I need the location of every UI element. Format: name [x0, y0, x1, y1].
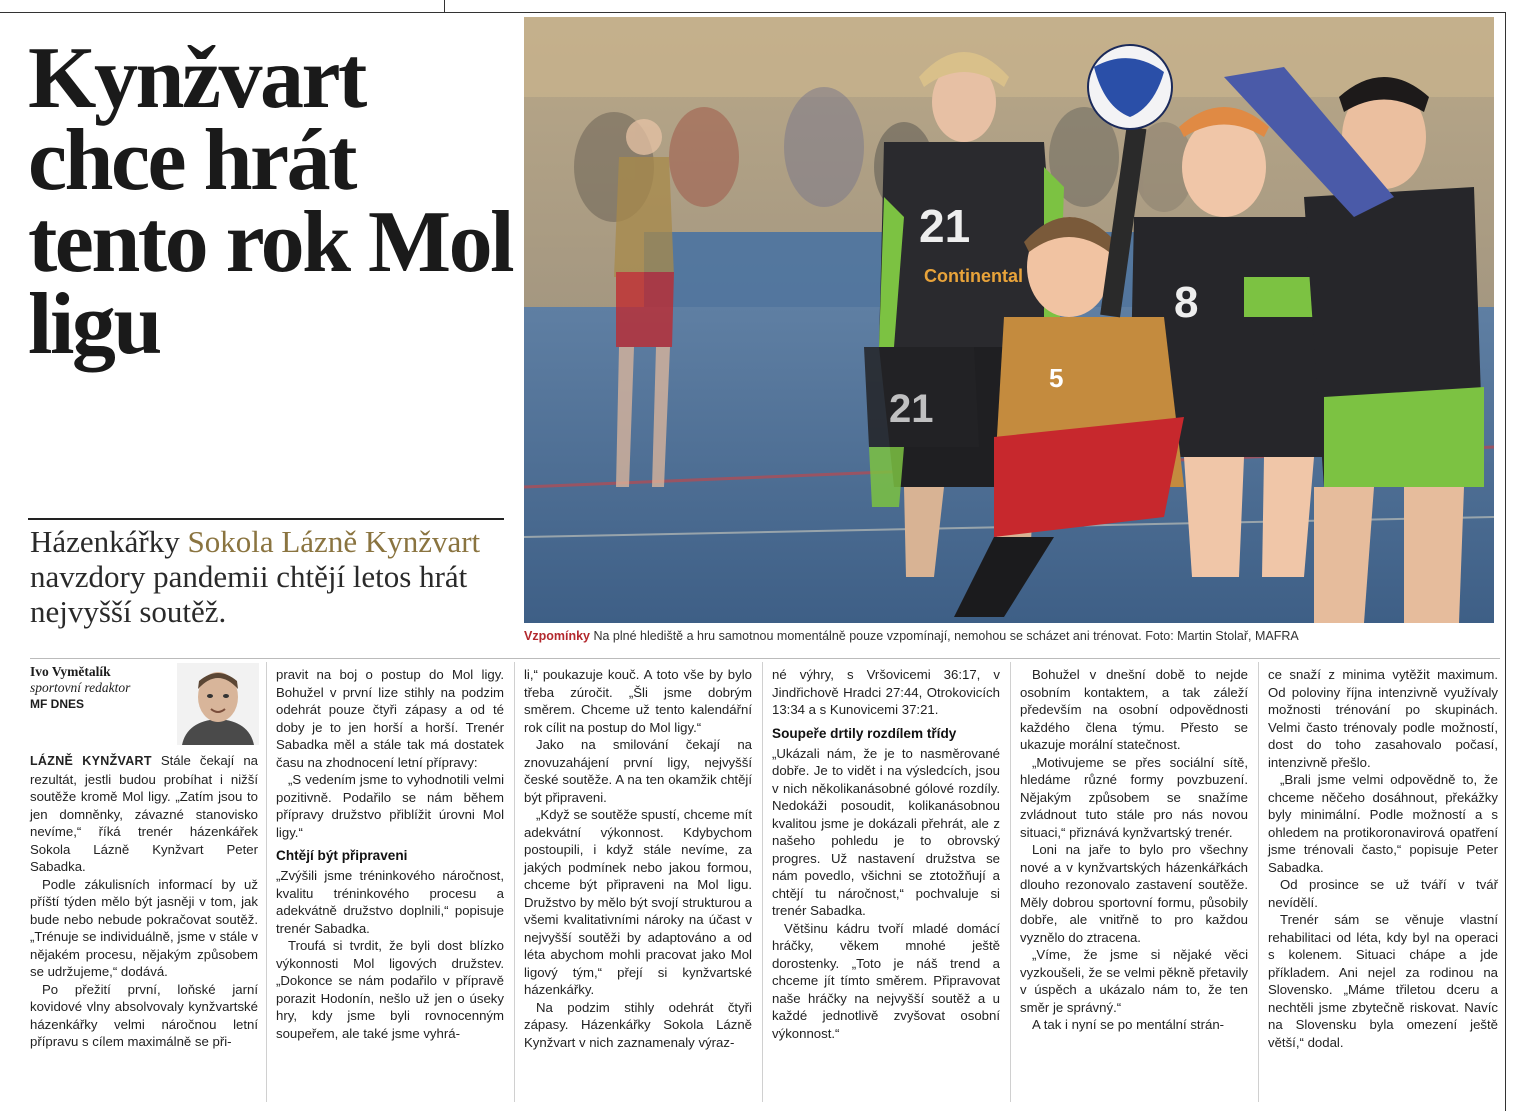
paragraph: Podle zákulisních informací by už příští týden mělo být jasněji v tom, jak bude nebo nebude pokračovat soutěž. „Trénuje se individuálně, jsme v stále v nějakém procesu, nějakým způsobem se udržujeme,“ dodává. [30, 876, 258, 979]
paragraph: né výhry, s Vršovicemi 36:17, v Jindřichově Hradci 27:44, Otrokovicích 13:34 a s Kunovicemi 37:21. [772, 667, 1000, 717]
paragraph-text: Stále čekají na rezultát, jestli budou probíhat i nižší soutěže kromě Mol ligy. „Zatím jsou to jen domněnky, závazné stanovisko nevíme,“ říká trenér házenkářek Sokola Lázně Kynžvart Peter Sabadka. [30, 753, 258, 874]
paragraph: Většinu kádru tvoří mladé domácí hráčky, věkem mnohé ještě dorostenky. „Toto je náš trend a chceme jít tímto směrem. Připravovat naše hráčky na nejvyšší soutěž a u každé jednotlivě zvyšovat osobní výkonnost.“ [772, 920, 1000, 1041]
top-rule [0, 12, 1505, 13]
right-margin-rule [1505, 12, 1506, 1111]
paragraph: Po přežití první, loňské jarní kovidové vlny absolvovaly kynžvartské házenkářky velmi náročnou letní přípravu s cílem maximálně se při- [30, 981, 258, 1049]
author-portrait [177, 663, 259, 745]
paragraph: „S vedením jsme to vyhodnotili velmi pozitivně. Podařilo se nám během přípravy družstvo přiblížit úrovni Mol ligy.“ [276, 772, 504, 840]
handball-scene [524, 17, 1494, 623]
photo-caption [524, 628, 1504, 644]
paragraph: Troufá si tvrdit, že byli dost blízko výkonnosti Mol ligových družstev. „Dokonce se nám podařilo v přípravě porazit Hodonín, nešlo už jen o úseky hry, kdy jsme byli rovnocenným soupeřem, ale také jsme vyhrá- [276, 938, 504, 1041]
paragraph: „Ukázali nám, že je to nasměrované dobře. Je to vidět i na výsledcích, jsou v nich několikanásobné gólové rozdíly. Nedokáži posoudit, kolikanásobnou kvalitou jsme je dokázali přehrát, ale z našeho pohledu je to obrovský progres. Už nastavení družstva se nám povedlo, všichni se ztotožňují a chtějí tu náročnost,“ pochvaluje si trenér Sabadka. [772, 745, 1000, 918]
article-column-4 [772, 666, 1000, 1042]
paragraph [30, 752, 258, 876]
paragraph: pravit na boj o postup do Mol ligy. Bohužel v první lize stihly na podzim odehrát pouze čtyři zápasy a od té doby je to jen horší a horší. Trenér Sabadka měl a stále tak má dostatek času na zhodnocení letní přípravy: [276, 667, 504, 770]
handball-ball [1088, 45, 1172, 129]
deck-part1: Házenkářky [30, 524, 188, 559]
subheading: Chtějí být připraveni [276, 848, 408, 863]
column-separator [762, 662, 763, 1102]
deck-club-name: Sokola Lázně Kynžvart [187, 524, 481, 559]
article-top-rule [30, 658, 1500, 659]
author-role: sportovní redaktor [30, 680, 131, 695]
column-separator [1010, 662, 1011, 1102]
jersey-number-8: 8 [1174, 278, 1199, 327]
column-separator [1258, 662, 1259, 1102]
photo-credit: Foto: Martin Stolař, MAFRA [1145, 629, 1299, 643]
deck-part2: navzdory pandemii chtějí letos hrát nejvyšší soutěž. [30, 559, 468, 629]
paragraph: „Brali jsme velmi odpovědně to, že chceme něčeho dosáhnout, překážky byly minimální. Podle možností a s ohledem na protikoronavirová opatření jsme trénovali často,“ popisuje Peter Sabadka. [1268, 772, 1498, 875]
subheading: Soupeře drtily rozdílem třídy [772, 725, 957, 741]
article-column-1 [30, 752, 258, 1051]
dateline: LÁZNĚ KYNŽVART [30, 754, 152, 768]
paragraph: „Když se soutěže spustí, chceme mít adekvátní výkonnost. Kdybychom postoupili, i když stále nevíme, za jakých podmínek nebo jakou formou, chceme být připraveni na Mol ligu. Družstvo by mělo být svojí strukturou a všemi kvalitativními nároky na účast v nejvyšší soutěži by adaptováno a od léta abychom mohli pracovat jako Mol ligový tým,“ přejí si kynžvartské házenkářky. [524, 807, 752, 997]
headline-rule [28, 518, 504, 520]
deck [30, 524, 518, 629]
column-separator [266, 662, 267, 1102]
paragraph: „Motivujeme se přes sociální sítě, hledáme různé formy povzbuzení. Nějakým způsobem se snažíme zvládnout tuto stále pro nás novou situaci,“ přiznává kynžvartský trenér. [1020, 754, 1248, 840]
caption-text: Na plné hlediště a hru samotnou momentálně pouze vzpomínají, nemohou se scházet ani trénovat. [593, 629, 1142, 643]
jersey-sponsor-logo: Continental [924, 266, 1023, 286]
headline: Kynžvart chce hrát tento rok Mol ligu [28, 30, 513, 373]
top-rule-tick [444, 0, 445, 12]
paragraph: Na podzim stihly odehrát čtyři zápasy. Házenkářky Sokola Lázně Kynžvart v nich zaznamenaly výraz- [524, 999, 752, 1050]
article-column-2 [276, 666, 504, 1042]
paragraph: Jako na smilování čekají na znovuzahájení první ligy, nejvyšší české soutěže. A na ten okamžik chtějí být připraveni. [524, 737, 752, 805]
column-separator [514, 662, 515, 1102]
jersey-number-5: 5 [1049, 363, 1064, 393]
article-column-6 [1268, 666, 1498, 1051]
paragraph: A tak i nyní se po mentální strán- [1032, 1017, 1225, 1032]
paragraph: „Zvýšili jsme tréninkového náročnost, kvalitu tréninkového procesu a adekvátně družstvo doplnili,“ popisuje trenér Sabadka. [276, 868, 504, 936]
caption-lead: Vzpomínky [524, 629, 590, 643]
match-photo [524, 17, 1494, 623]
author-name: Ivo Vymětalík [30, 664, 111, 679]
paragraph: ce snaží z minima vytěžit maximum. Od poloviny října intenzivně využívaly možnosti trénování po skupinách. Velmi často trénovaly podle možností, dost do toho zasahovalo počasí, intenzivně přešlo. [1268, 667, 1498, 770]
author-org: MF DNES [30, 697, 84, 711]
paragraph: Trenér sám se věnuje vlastní rehabilitaci od léta, kdy byl na operaci s kolenem. Situaci chápe a jde příkladem. Ani nejel za rodinou na Slovensko. „Máme třiletou dceru a nechtěli jsme zbytečně riskovat. Navíc na Slovensku byla omezení ještě větší,“ dodal. [1268, 912, 1498, 1050]
jersey-number-21-back: 21 [889, 387, 934, 431]
jersey-number-21-front: 21 [919, 200, 971, 252]
article-column-3 [524, 666, 752, 1051]
paragraph: Bohužel v dnešní době to nejde osobním kontaktem, a tak záleží především na osobní odpovědnosti každého člena týmu. Přesto se ukazuje morální statečnost. [1020, 667, 1248, 752]
article-column-5 [1020, 666, 1248, 1034]
paragraph: Loni na jaře to bylo pro všechny nové a v kynžvartských házenkářkách dlouho rezonovalo zastavení soutěže. Měly dobrou sportovní formu, působily dobře, ale vnitřně to pro každou vyznělo do ztracena. [1020, 842, 1248, 945]
paragraph: Od prosince se už tváří v tvář nevídělí. [1268, 877, 1498, 910]
paragraph: „Víme, že jsme si nějaké věci vyzkoušeli, že se velmi pěkně přetavily v úspěch a ukázalo nám to, že ten směr je správný.“ [1020, 947, 1248, 1015]
paragraph: li,“ poukazuje kouč. A toto vše by bylo třeba zúročit. „Šli jsme dobrým směrem. Chceme už tento kalendářní rok cílit na postup do Mol ligy.“ [524, 667, 752, 735]
